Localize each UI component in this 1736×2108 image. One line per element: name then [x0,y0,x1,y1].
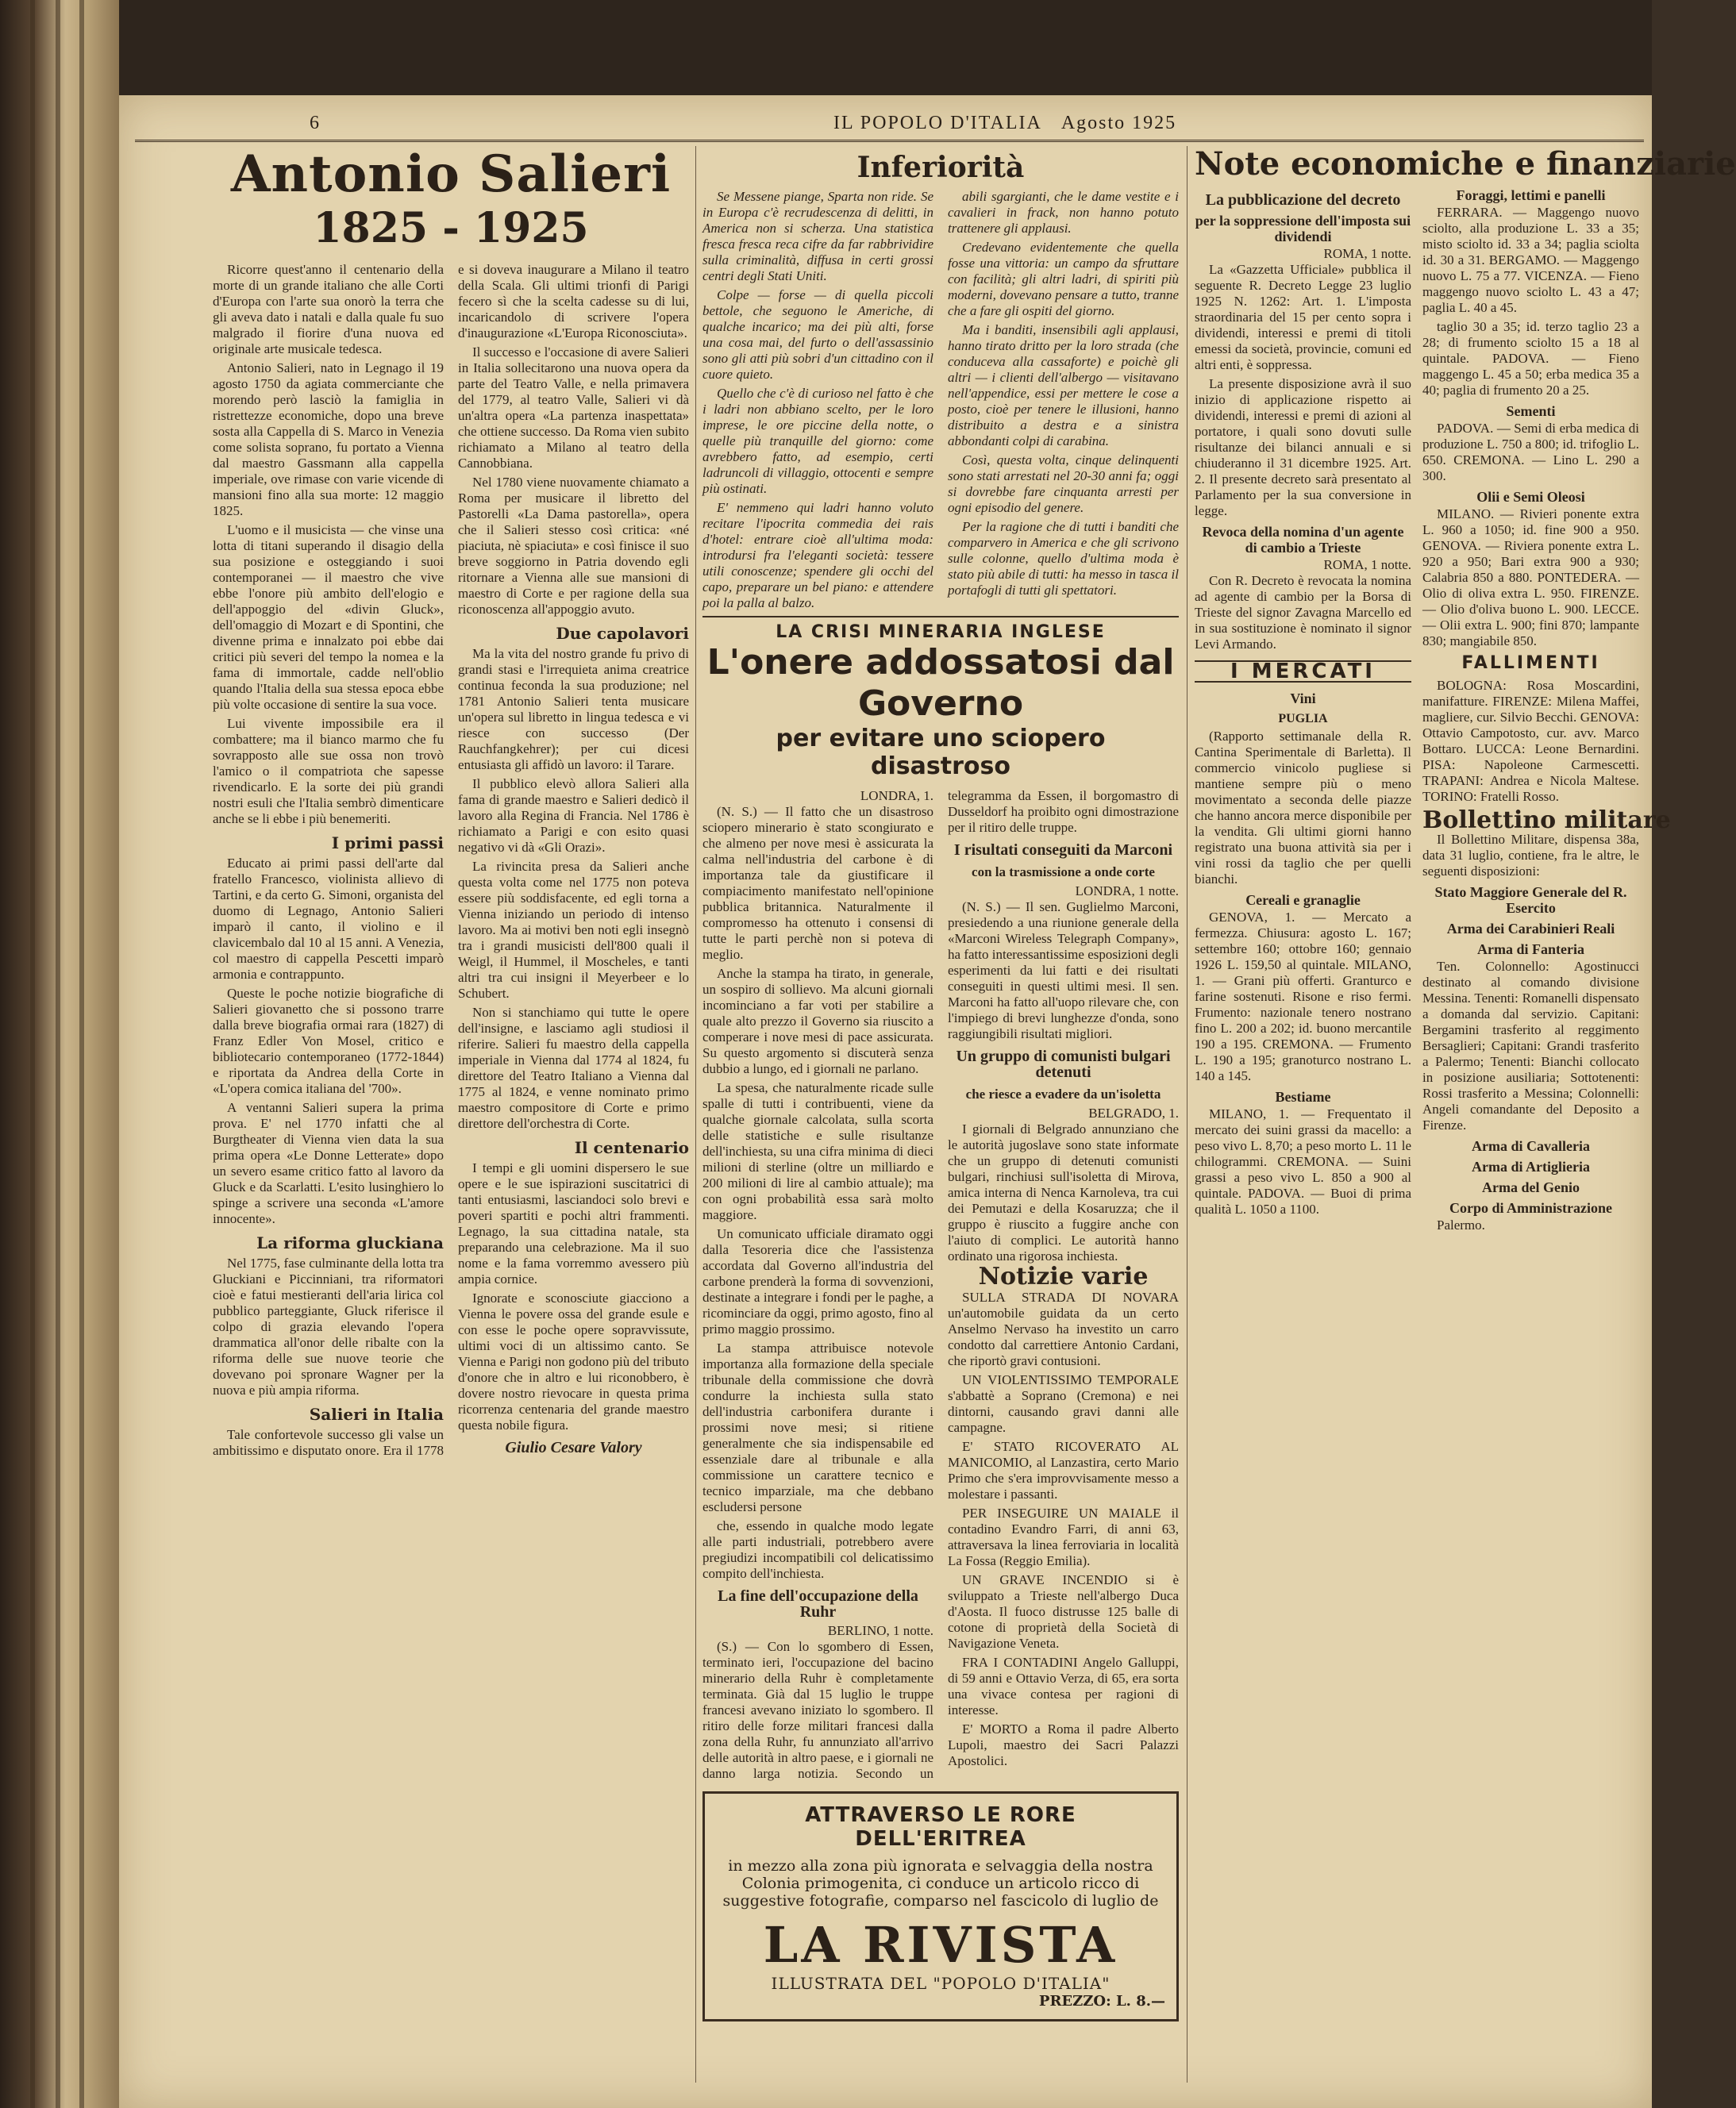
dateline: ROMA, 1 notte. [1323,246,1411,261]
mercati-heading: I MERCATI [1195,660,1411,683]
economia-title: Note economiche e finanziarie [1195,145,1736,183]
dateline: ROMA, 1 notte. [1323,557,1411,572]
paragraph: GENOVA, 1. — Mercato a fermezza. Chiusura: agosto L. 167; settembre 160; ottobre 160; gennaio 1926 L. 159,50 al quintale. MILANO, 1. — Grani più offerti. Granturco e farine sostenuti. Risone e riso fermi. Frumento: nazionale tenero nostrano fino L. 200 a 202; id. buono mercantile 190 a 195. CREMONA. — Frumento L. 190 a 195; granoturco nostrano L. 140 a 145. [1195,910,1411,1083]
paragraph: abili sgargianti, che le dame vestite e i cavalieri in frack, non hanno potuto trattenere gli applausi. [948,189,1179,236]
crisi-subheadline: per evitare uno sciopero disastroso [776,725,1106,780]
marconi-title: I risultati conseguiti da Marconi [953,841,1173,859]
paragraph: Per la ragione che di tutti i banditi che comparvero in America e che gli scrivono sulle colonne, quello d'ultima moda è stato più abile di tutti: ha messo in tasca il portafogli di tutti gli spettatori. [948,519,1179,598]
news-item: FRA I CONTADINI Angelo Galluppi, di 59 anni e Ottavio Verza, di 65, era sorta una vivace contesa per ragioni di interesse. [948,1655,1179,1718]
fanteria-heading: Arma di Fanteria [1477,941,1584,957]
paragraph: che, essendo in qualche modo legate alle parti industriali, potrebbero avere pregiudizi incompatibili col delicatissimo compito dell'inchiesta. [702,1518,933,1581]
crisi-headline: L'onere addossatosi dal Governo [706,642,1175,724]
puglia-heading: PUGLIA [1278,712,1328,725]
dateline: BELGRADO, 1. [1088,1106,1179,1121]
news-item: UN GRAVE INCENDIO si è sviluppato a Trieste nell'albergo Duca d'Aosta. Il fuoco distrusse 125 balle di cotone di proprietà della Società di Navigazione Veneta. [948,1572,1179,1651]
olii-heading: Olii e Semi Oleosi [1476,489,1585,505]
news-item: UN VIOLENTISSIMO TEMPORALE s'abbattè a Soprano (Cremona) e nei dintorni, causando gravi danni alle campagne. [948,1372,1179,1435]
subheading: Salieri in Italia [309,1405,444,1424]
comunisti-title: Un gruppo di comunisti bulgari detenuti [956,1048,1171,1081]
cereali-heading: Cereali e granaglie [1245,892,1361,908]
paragraph: FERRARA. — Maggengo nuovo sciolto, alla produzione L. 33 a 35; misto sciolto id. 33 a 34; paglia sciolta id. 30 a 31. BERGAMO. — Maggengo nuovo L. 75 a 77. VICENZA. — Fieno maggengo nuovo sciolto L. 43 a 47; paglia L. 40 a 45. [1422,205,1639,315]
carabinieri-heading: Arma dei Carabinieri Reali [1446,921,1615,937]
paragraph: Antonio Salieri, nato in Legnago il 19 agosto 1750 da agiata commerciante che morendo però lasciò la famiglia in ristrettezze economiche, dopo una breve sosta alla Cappella di S. Marco in Venezia come solista soprano, fu portato a Vienna dal maestro Gassmann alla cappella imperiale, ove rimase con varie vicende di mansioni fino alla sua morte: 12 maggio 1825. [213,360,444,518]
paragraph: Credevano evidentemente che quella fosse una vittoria: un campo da sfruttare con facilità; gli altri ladri, di spiriti più moderni, dovevano pensare a tutto, tranne che a fare gli ospiti del giorno. [948,240,1179,318]
paragraph: Ma i banditi, insensibili agli applausi, hanno tirato dritto per la loro strada (che conduceva alla cassaforte) e poichè gli altri — i clienti dell'albergo — visitavano nell'appendice, essi per mettere le cose a posto, cioè per tenere le illusioni, hanno distribuito a destra e a sinistra abbondanti colpi di carabina. [948,322,1179,448]
news-item: E' STATO RICOVERATO AL MANICOMIO, al Lanzastira, certo Mario Primo che s'era improvvisamente messo a molestare i passanti. [948,1439,1179,1502]
cavalleria-heading: Arma di Cavalleria [1472,1138,1590,1154]
paragraph: Colpe — forse — di quella piccoli bettole, che seguono le Americhe, di qualche incarico; ma dei più alti, forse una cosa mai, del furto o dell'assassinio sono gli atti più sobri d'un cittadino con il cuore quieto. [702,287,933,382]
paragraph: Un comunicato ufficiale diramato oggi dalla Tesoreria dice che l'assistenza accordata dal Governo all'industria del carbone prenderà la forma di sovvenzioni, destinate a integrare i fondi per le paghe, a ricominciare da oggi, primo agosto, fino al primo maggio prossimo. [702,1226,933,1337]
newspaper-page [119,95,1736,2108]
decreto-title: La pubblicazione del decreto [1205,191,1401,209]
crisi-kicker: LA CRISI MINERARIA INGLESE [776,622,1106,642]
salieri-title: Antonio Salieri [230,144,672,204]
paragraph: La «Gazzetta Ufficiale» pubblica il seguente R. Decreto Legge 23 luglio 1925 N. 1262: Art. 1. L'imposta straordinaria del 15 per cento sopra i dividendi, interessi e premi di titoli emessi da società, provincie, comuni ed altri enti, è soppressa. [1195,262,1411,372]
paragraph: (S.) — Con lo sgombero di Essen, terminato ieri, l'occupazione del bacino minerario della Ruhr è completamente terminata. Già dal 15 luglio le truppe francesi avevano iniziato lo sgombero. Il ritiro delle forze militari francesi dalla zona della Ruhr, fu annunziato all'arrivo delle autorità in altro paese, e i giornali ne danno larga notizia. Secondo un telegramma da Essen, il borgomastro di Dusseldorf ha proibito ogni dimostrazione per il ritiro delle truppe. [702,788,1179,1781]
paragraph: Educato ai primi passi dell'arte dal fratello Francesco, violinista allievo di Tartini, e da certo G. Simoni, organista del duomo di Legnago, Antonio Salieri imparò il canto, il violino e il clavicembalo dal 10 al 15 anni. A Venezia, col maestro di cappella Pescetti imparò armonia e contrappunto. [213,856,444,982]
paragraph: Ignorate e sconosciute giacciono a Vienna le povere ossa del grande esule e con esse le poche opere sopravvissute, ultimi voci di un altissimo canto. Se Vienna e Parigi non godono più del tributo d'onore che in altro e lui riconobbero, è dovere nostro rievocare in questa prima ricorrenza centenaria del grande maestro questa nobile figura. [458,1291,689,1433]
paragraph: Tale confortevole successo gli valse un ambitissimo e disputato onore. Era il 1778 e si doveva inaugurare a Milano il teatro della Scala. Gli ultimi trionfi di Parigi fecero sì che la scelta cadesse su di lui, incaricandolo di scrivere l'opera d'inaugurazione «L'Europa Riconosciuta». [213,262,689,1458]
paragraph: I tempi e gli uomini dispersero le sue opere e le sue ispirazioni suscitatrici di tanti entusiasmi, lasciandoci solo brevi e poveri spartiti e pochi altri frammenti. Legnago, la sua cittadina natale, sta preparando una celebrazione. Ma il suo nome e la fama vorremmo avessero più ampia cornice. [458,1160,689,1287]
paragraph: Nel 1780 viene nuovamente chiamato a Roma per musicare il libretto del Pastorelli «La Dama pastorella», opera che il Salieri stesso così critica: «né piaciuta, nè spiaciuta» e così finisce il suo breve soggiorno in Patria dovendo egli ritornare a Vienna alle sue mansioni di maestro di Corte e per ragione della sua riconoscenza all'appoggio avuto. [458,475,689,617]
crisi-body [702,788,1179,1782]
ad-magazine-name: LA RIVISTA [763,1916,1118,1974]
subheading: Il centenario [574,1138,689,1157]
foraggi-heading: Foraggi, lettimi e panelli [1456,187,1606,203]
divider [702,616,1179,617]
paragraph: E' nemmeno qui ladri hanno voluto recitare l'ipocrita commedia dei rais d'hotel: entrare cioè all'ultima moda: introdursi fra l'eleganti società: tessere utili conoscenze; spendere gli occhi del capo, preparare un bel piano: e attendere poi la palla al balzo. [702,500,933,610]
paragraph: La spesa, che naturalmente ricade sulle spalle di tutti i contribuenti, viene da qualche giornale calcolata, sulla scorta delle statistiche e sulle risultanze dell'inchiesta, su una cifra minima di dieci milioni di sterline (oltre un milliardo e 200 milioni di lire al cambio attuale); ma con ogni probabilità essa sarà molto maggiore. [702,1080,933,1222]
economia-body [1195,187,1671,1233]
bollettino-title: Bollettino militare [1422,806,1671,834]
salieri-intro: Ricorre quest'anno il centenario della morte di un grande italiano che alle Corti d'Europa con l'arte sua onorò la terra che gli aveva dato i natali e dalla quale fu suo malgrado il fiorire d'una nuova ed originale arte musicale tedesca. [213,262,444,356]
subheading: La riforma gluckiana [256,1233,444,1252]
paragraph: Ma la vita del nostro grande fu privo di grandi stasi e l'irrequieta anima creatrice continua feconda la sua produzione; nel 1781 Antonio Salieri tenta musicare un'opera sul libretto in lingua tedesca e vi riesce con successo (Der Rauchfangkehrer); per cui dicesi entusiasta gli affidò un lavoro: il Tarare. [458,646,689,772]
newspaper-title: IL POPOLO D'ITALIA Agosto 1925 [833,113,1177,133]
subheading: Due capolavori [556,624,689,643]
book-binding [0,0,119,2108]
inferiorita-body [702,189,1179,611]
ad-subtext: in mezzo alla zona più ignorata e selvaggia della nostra Colonia primogenita, ci conduce un articolo ricco di suggestive fotografie, comparso nel fascicolo di luglio de [722,1857,1159,1910]
genio-heading: Arma del Genio [1482,1179,1580,1195]
page-number: 6 [310,113,321,133]
salieri-years: 1825 - 1925 [313,204,589,252]
issue-date: Agosto 1925 [1060,113,1177,133]
paragraph: A ventanni Salieri supera la prima prova. E' nel 1770 infatti che al Burgtheater di Vienna vien data la sua prima opera «Le Donne Letterate» dopo un severo esame critico fatto al lavoro da Gluck e da Scarlatti. L'esito lusinghiero lo spinge a scrivere una seconda «L'amore innocente». [213,1100,444,1226]
column-rule [695,146,696,2083]
paragraph: Non si stanchiamo qui tutte le opere dell'insigne, e lasciamo agli studiosi il riferire. Salieri fu maestro della cappella imperiale in Vienna dal 1774 al 1824, fu direttore del Teatro Italiano a Vienna dal 1775 al 1824, e venne nominato primo maestro compositore di Corte e primo direttore dell'orchestra di Corte. [458,1005,689,1131]
economics-column [1195,145,1736,2083]
paragraph: Palermo. [1437,1217,1485,1233]
news-item: PER INSEGUIRE UN MAIALE il contadino Evandro Farri, di anni 63, attraversava la linea ferroviaria in località La Fossa (Reggio Emilia). [948,1506,1179,1568]
paragraph: Se Messene piange, Sparta non ride. Se in Europa c'è recrudescenza di delitti, in America non si scherza. Una statistica fresca fresca reca cifre da far rabbrividire sulla criminalità, diffusa in certi grossi centri degli Stati Uniti. [702,189,933,283]
paragraph: I giornali di Belgrado annunziano che le autorità jugoslave sono state informate che un gruppo di detenuti comunisti bulgari, rinchiusi sull'isoletta di Mirova, amica interna di Nenca Karnoleva, tra cui dei Pemutazi e della Kosaruzza; che il gruppo è riuscito a fuggire anche con l'aiuto di complici. Le autorità hanno ordinato una rigorosa inchiesta. [948,1121,1179,1264]
dateline: BERLINO, 1 notte. [827,1623,933,1638]
paragraph: (N. S.) — Il fatto che un disastroso sciopero minerario è stato scongiurato e che almeno per nove mesi è assicurata la calma nell'industria del carbone è di importanza tale da giustificare il compiacimento manifestato nell'opinione pubblica britannica. Naturalmente il compromesso ha ottenuto i consensi di tutte le parti perchè non si poteva di meglio. [702,804,933,962]
article-author: Giulio Cesare Valory [505,1439,642,1456]
paragraph: Lui vivente impossibile era il combattere; ma il bianco marmo che fu sovrapposto alle sue ossa non trovò l'amico o il compatriota che sapesse rivendicarlo. E la sorte dei più grandi nostri esuli che l'Italia sembrò dimenticare anche se li ebbe i più benemeriti. [213,716,444,826]
fallimenti-heading: FALLIMENTI [1461,653,1600,673]
ad-heading: ATTRAVERSO LE RORE DELL'ERITREA [805,1803,1076,1851]
news-item: E' MORTO a Roma il padre Alberto Lupoli, maestro dei Sacri Palazzi Apostolici. [948,1721,1179,1768]
paragraph: BOLOGNA: Rosa Moscardini, manifatture. FIRENZE: Milena Maffei, magliere, cur. Silvio Becchi. GENOVA: Ottavio Campotosto, cur. avv. Marco Bottaro. LUCCA: Leone Bernardini. PISA: Napoleone Carmescetti. TRAPANI: Andrea e Nicola Maltese. TORINO: Fratelli Rosso. [1422,678,1639,804]
stato-maggiore-heading: Stato Maggiore Generale del R. Esercito [1434,884,1627,916]
paragraph: Il Bollettino Militare, dispensa 38a, data 31 luglio, contiene, fra le altre, le seguenti disposizioni: [1422,832,1639,879]
paragraph: Quello che c'è di curioso nel fatto è che i ladri non abbiano scelto, per le loro imprese, le ore piccine della notte, o quelle più tranquille del giorno: come avrebbero fatto, ad esempio, certi ladruncoli di villaggio, ottocenti e sempre più ostinati. [702,386,933,496]
artiglieria-heading: Arma di Artiglieria [1472,1159,1590,1175]
center-column [702,146,1179,2083]
subheading: I primi passi [331,833,444,852]
ruhr-title: La fine dell'occupazione della Ruhr [718,1587,918,1621]
amministrazione-heading: Corpo di Amministrazione [1449,1200,1612,1216]
notizie-title: Notizie varie [978,1263,1149,1291]
paragraph: Anche la stampa ha tirato, in generale, un sospiro di sollievo. Ma alcuni giornali incominciano a far voti per stabilire a quale alto prezzo il Governo sia riuscito a comperare i nove mesi di pace assicurata. Su questo argomento si discuterà senza dubbio a lungo, ed i giornali ne parlano. [702,966,933,1076]
ad-tagline: ILLUSTRATA DEL "POPOLO D'ITALIA" [771,1974,1111,1993]
paragraph: (N. S.) — Il sen. Guglielmo Marconi, presiedendo a una riunione generale della «Marconi Wireless Telegraph Company», ha fatto interessantissime esposizioni degli esperimenti da lui fatti e dei risultati conseguiti in questi ultimi mesi. Il sen. Marconi ha fatto all'uopo rilevare che, con l'impiego di brevi lunghezze d'onda, sono raggiungibili risultati migliori. [948,899,1179,1041]
paragraph: MILANO. — Rivieri ponente extra L. 960 a 1050; id. fine 900 a 950. GENOVA. — Riviera ponente extra L. 920 a 950; Bari extra 900 a 930; Calabria 850 a 880. PONTEDERA. — Olio di oliva extra L. 950. FIRENZE. — Olio d'oliva buono L. 900. LECCE. — Olii extra L. 900; fini 870; lampante 830; mangiabile 850. [1422,506,1639,648]
vini-heading: Vini [1290,690,1316,706]
inferiorita-title: Inferiorità [856,151,1025,184]
sementi-heading: Sementi [1506,403,1556,419]
bestiame-heading: Bestiame [1275,1089,1331,1105]
paragraph: Ten. Colonnello: Agostinucci destinato al comando divisione Messina. Tenenti: Romanelli dispensato a domanda dal servizio. Capitani: Bergamini trasferito al reggimento Bersaglieri; Capitani: Grandi trasferito a Palermo; Tenenti: Bianchi collocato in posizione ausiliaria; Sottotenenti: Rossi trasferito a Messina; Colonnelli: Angeli comandante del Deposito a Firenze. [1422,959,1639,1133]
marconi-subtitle: con la trasmissione a onde corte [972,864,1155,879]
paragraph: MILANO, 1. — Frequentato il mercato dei suini grassi da macello: a peso vivo L. 8,70; a peso morto L. 11 le chilogrammi. CREMONA. — Suini grassi a peso vivo L. 850 a 900 al quintale. PADOVA. — Buoi di prima qualità L. 1050 a 1100. [1195,1106,1411,1217]
dateline: LONDRA, 1. [860,788,933,803]
paragraph: Con R. Decreto è revocata la nomina ad agente di cambio per la Borsa di Trieste del signor Zavagna Marcello ed in sua sostituzione è nominato il signor Levi Armando. [1195,573,1411,652]
nomina-title: Revoca della nomina d'un agente di cambio a Trieste [1202,524,1404,556]
paragraph: La presente disposizione avrà il suo inizio di applicazione rispetto ai dividendi, interessi e premi di azioni al portatore, i quali sono dovuti sulle risultanze dei bilanci annuali e si chiuderanno il 31 dicembre 1925. Art. 2. Il presente decreto sarà presentato al Parlamento per la sua conversione in legge. [1195,376,1411,518]
dateline: LONDRA, 1 notte. [1075,883,1179,898]
salieri-body [213,262,689,1460]
masthead [135,110,1644,142]
paragraph: (Rapporto settimanale della R. Cantina Sperimentale di Barletta). Il commercio vinicolo pugliese si mantiene sempre più o meno movimentato a seconda delle piazze che hanno ancora merce disponibile per la vendita. Gli ultimi giorni hanno registrato una buona attività sia per i vini rossi da taglio che per quelli bianchi. [1195,729,1411,887]
decreto-subtitle: per la soppressione dell'imposta sui dividendi [1195,213,1411,244]
paragraph: Il successo e l'occasione di avere Salieri in Italia sollecitarono una nuova opera da parte del Teatro Valle, e nella primavera del 1779, al teatro Valle, Salieri vi dà un'altra opera «La partenza inaspettata» che ottiene successo. Da Roma vien subito richiamato a Milano al teatro della Cannobbiana. [458,344,689,471]
paragraph: Così, questa volta, cinque delinquenti sono stati arrestati nel 20-30 anni fa; oggi si dovrebbe fare cinquanta arresti per ogni episodio del genere. [948,452,1179,515]
paragraph: PADOVA. — Semi di erba medica di produzione L. 750 a 800; id. trifoglio L. 650. CREMONA. — Lino L. 290 a 300. [1422,421,1639,483]
scan-top-shadow [119,0,1652,95]
paragraph: taglio 30 a 35; id. terzo taglio 23 a 28; di frumento sciolto 15 a 18 al quintale. PADOVA. — Fieno maggengo L. 45 a 50; erba medica 35 a 40; paglia di frumento 20 a 25. [1422,319,1639,398]
paragraph: La stampa attribuisce notevole importanza alla formazione della speciale tribunale della commissione che dovrà condurre la inchiesta sulla stato dell'industria carbonifera durante i prossimi nove mesi; si ritiene generalmente che sia indispensabile ed essenziale dare al tribunale e alla commissione un carattere tecnico e tecnico imparziale, ma che debbano escludersi persone [702,1341,933,1514]
news-item: SULLA STRADA DI NOVARA un'automobile guidata da un certo Anselmo Nervaso ha investito un carro condotto dal carrettiere Antonio Cardani, che riportò gravi contusioni. [948,1290,1179,1368]
paragraph: La rivincita presa da Salieri anche questa volta come nel 1775 non poteva essere più soddisfacente, ed egli torna a Vienna iniziando un periodo di intenso lavoro. Ma ai motivi ben noti egli insegnò tra i grandi musicisti dell'800 quali il Weigl, il Hummel, il Moscheles, e tanti altri tra cui insigni il Meyerbeer e lo Schubert. [458,859,689,1001]
ad-price: PREZZO: L. 8.— [1038,1993,1165,2010]
rivista-advertisement [702,1791,1179,2021]
salieri-article [213,146,689,2083]
comunisti-subtitle: che riesce a evadere da un'isoletta [965,1087,1161,1102]
paragraph: Il pubblico elevò allora Salieri alla fama di grande maestro e Salieri dedicò il lavoro alla Regina di Francia. Nel 1786 è richiamato a Parigi e con esito quasi negativo vi dà «Gli Orazi». [458,776,689,855]
paragraph: Queste le poche notizie biografiche di Salieri giovanetto che si possono trarre dalla breve biografia ormai rara (1827) di Franz Edler Von Mosel, critico e bibliotecario contemporaneo (1772-1844) e riportata da Andrea della Corte in «L'opera comica italiana del '700». [213,986,444,1096]
paragraph: Nel 1775, fase culminante della lotta tra Gluckiani e Piccinniani, tra riformatori cioè e fatui mestieranti dell'aria lirica col pubblico parteggiante, Gluck riferisce il colpo di grazia elevando l'opera drammatica all'onor delle ribalte con la riforma delle sue nuove teorie che dovevano poi spronare Wagner per la nuova e più ampia riforma. [213,1256,444,1398]
paragraph: L'uomo e il musicista — che vinse una lotta di titani superando il disagio della sua posizione e osteggiando i suoi contemporanei — il maestro che vive ebbe l'onore più ambito dell'elogio e dell'appoggio del «divin Gluck», dell'omaggio di Mozart e di Spontini, che divenne prima e innalzato poi ebbe dai critici più severi del tempo la nomea e la fama di immortale, cadde nell'oblio quando l'Italia della sua stessa epoca ebbe più volte occasione di sentire la sua voce. [213,522,444,712]
